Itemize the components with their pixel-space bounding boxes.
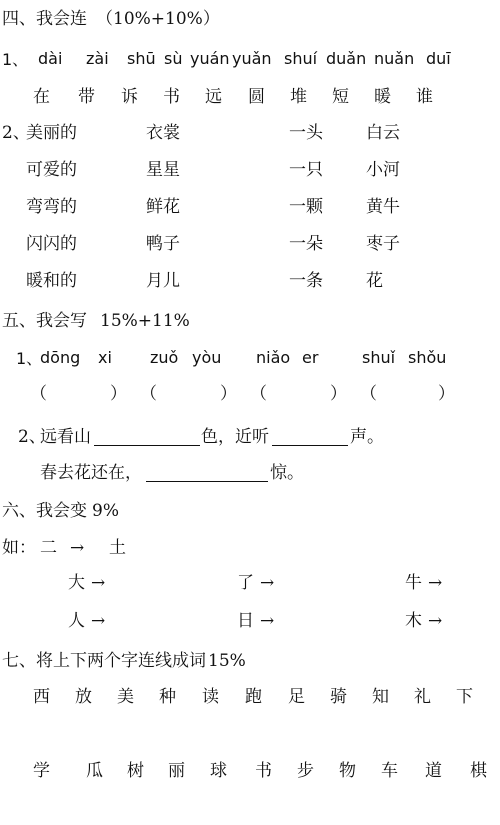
transform-char: 木 [405, 611, 422, 631]
char-item: 圆 [248, 87, 265, 107]
bottom-char[interactable]: 学 [33, 761, 50, 781]
char-item: 在 [33, 87, 50, 107]
top-char[interactable]: 读 [202, 687, 219, 707]
bottom-char[interactable]: 步 [297, 761, 314, 781]
transform-char: 日 [237, 611, 254, 631]
top-char[interactable]: 西 [33, 687, 50, 707]
section-5-score: 15%+11% [100, 311, 190, 331]
match-col2-item: 衣裳 [146, 123, 180, 143]
match-col2-item: 星星 [146, 160, 180, 180]
match-col3-item: 一颗 [289, 197, 323, 217]
fill-blank[interactable] [94, 427, 200, 446]
char-item: 诉 [121, 87, 138, 107]
transform-char: 人 [68, 611, 85, 631]
pinyin-item: er [302, 348, 319, 367]
match-col2-item: 鲜花 [146, 197, 180, 217]
bottom-char[interactable]: 瓜 [86, 761, 103, 781]
char-item: 带 [78, 87, 95, 107]
top-char[interactable]: 足 [288, 687, 305, 707]
match-col4-item: 小河 [366, 160, 400, 180]
pinyin-item: shuí [284, 49, 318, 68]
pinyin-item: duī [426, 49, 451, 68]
bottom-char[interactable]: 球 [210, 761, 227, 781]
char-item: 远 [205, 87, 222, 107]
match-col4-item: 花 [366, 271, 383, 291]
poem-text: 春去花还在， [40, 463, 142, 483]
section-7-title: 七、将上下两个字连线成词 [2, 651, 206, 671]
bottom-char[interactable]: 车 [381, 761, 398, 781]
pinyin-item: yuán [190, 49, 230, 68]
fill-blank[interactable] [272, 427, 348, 446]
q4-2-number: 2、 [2, 123, 30, 143]
pinyin-item: zài [86, 49, 109, 68]
arrow-icon: → [260, 573, 275, 593]
bottom-char[interactable]: 树 [127, 761, 144, 781]
top-char[interactable]: 下 [456, 687, 473, 707]
transform-char: 大 [68, 573, 85, 593]
section-6-title: 六、我会变 [2, 501, 87, 521]
match-col1-item: 可爱的 [26, 160, 77, 180]
arrow-icon: → [428, 573, 443, 593]
pinyin-item: yòu [192, 348, 222, 367]
example-from: 二 [40, 538, 57, 558]
top-char[interactable]: 跑 [245, 687, 262, 707]
q5-1-number: 1、 [16, 349, 43, 368]
answer-paren-close: ） [330, 384, 347, 404]
pinyin-item: zuǒ [150, 348, 179, 367]
answer-paren-open: （ [30, 384, 47, 404]
top-char[interactable]: 知 [372, 687, 389, 707]
q5-2-number: 2、 [18, 427, 46, 447]
arrow-icon: → [91, 573, 106, 593]
arrow-icon: → [91, 611, 106, 631]
answer-paren-close: ） [220, 384, 237, 404]
match-col4-item: 黄牛 [366, 197, 400, 217]
pinyin-item: yuǎn [232, 49, 272, 68]
answer-paren-close: ） [438, 384, 455, 404]
match-col4-item: 白云 [366, 123, 400, 143]
bottom-char[interactable]: 物 [339, 761, 356, 781]
pinyin-item: xi [98, 348, 112, 367]
q4-1-number: 1、 [2, 50, 29, 69]
top-char[interactable]: 礼 [414, 687, 431, 707]
match-col3-item: 一只 [289, 160, 323, 180]
pinyin-item: sù [164, 49, 183, 68]
top-char[interactable]: 种 [159, 687, 176, 707]
char-item: 谁 [416, 87, 433, 107]
section-6-score: 9% [92, 501, 119, 521]
answer-paren-open: （ [140, 384, 157, 404]
pinyin-item: duǎn [326, 49, 367, 68]
match-col1-item: 闪闪的 [26, 234, 77, 254]
transform-char: 了 [237, 573, 254, 593]
poem-text: 声。 [350, 427, 384, 447]
match-col1-item: 弯弯的 [26, 197, 77, 217]
match-col3-item: 一条 [289, 271, 323, 291]
answer-paren-open: （ [360, 384, 377, 404]
char-item: 书 [163, 87, 180, 107]
match-col1-item: 暖和的 [26, 271, 77, 291]
poem-text: 惊。 [270, 463, 304, 483]
pinyin-item: shū [127, 49, 156, 68]
pinyin-item: dōng [40, 348, 81, 367]
match-col2-item: 月儿 [146, 271, 180, 291]
arrow-icon: → [260, 611, 275, 631]
match-col1-item: 美丽的 [26, 123, 77, 143]
char-item: 短 [332, 87, 349, 107]
bottom-char[interactable]: 书 [255, 761, 272, 781]
bottom-char[interactable]: 丽 [168, 761, 185, 781]
pinyin-item: nuǎn [374, 49, 415, 68]
pinyin-item: shǒu [408, 348, 447, 367]
match-col4-item: 枣子 [366, 234, 400, 254]
top-char[interactable]: 美 [117, 687, 134, 707]
char-item: 堆 [290, 87, 307, 107]
bottom-char[interactable]: 棋 [470, 761, 487, 781]
pinyin-item: dài [38, 49, 63, 68]
fill-blank[interactable] [146, 463, 268, 482]
match-col2-item: 鸭子 [146, 234, 180, 254]
char-item: 暖 [374, 87, 391, 107]
answer-paren-open: （ [250, 384, 267, 404]
transform-char: 牛 [405, 573, 422, 593]
match-col3-item: 一朵 [289, 234, 323, 254]
arrow-icon: → [70, 538, 85, 558]
poem-text: 色，近听 [201, 427, 269, 447]
example-label: 如： [2, 538, 36, 558]
arrow-icon: → [428, 611, 443, 631]
section-4-score: （10%+10%） [96, 9, 220, 29]
example-to: 土 [109, 538, 126, 558]
answer-paren-close: ） [110, 384, 127, 404]
match-col3-item: 一头 [289, 123, 323, 143]
section-4-title: 四、我会连 [2, 9, 87, 29]
section-5-title: 五、我会写 [2, 311, 87, 331]
top-char[interactable]: 放 [75, 687, 92, 707]
poem-text: 远看山 [40, 427, 91, 447]
section-7-score: 15% [208, 651, 246, 671]
bottom-char[interactable]: 道 [425, 761, 442, 781]
pinyin-item: niǎo [256, 348, 291, 367]
top-char[interactable]: 骑 [330, 687, 347, 707]
pinyin-item: shuǐ [362, 348, 396, 367]
